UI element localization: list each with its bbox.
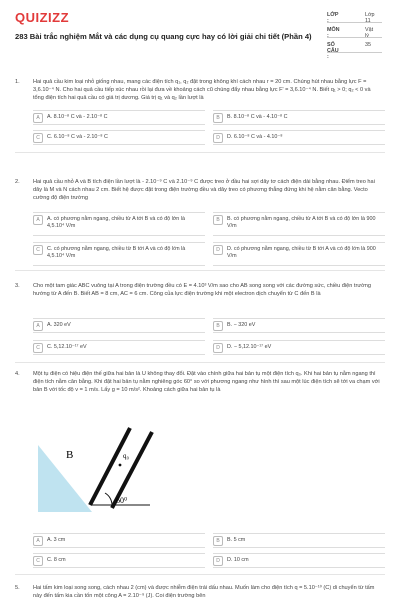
option-text: A. có phương nằm ngang, chiều từ A tới B và có độ lớn là 4,5.10⁴ V/m	[47, 216, 185, 229]
capacitor-diagram	[30, 420, 180, 520]
option-text: A. 3 cm	[47, 537, 66, 543]
option-badge: A	[33, 321, 43, 331]
option-text: D. 6.10⁻⁸ C và - 4.10⁻⁸	[227, 134, 283, 140]
label-angle: 60⁰	[116, 496, 128, 505]
divider	[15, 574, 385, 575]
capacitor-figure	[30, 420, 180, 520]
option-text: C. có phương nằm ngang, chiều từ B tới A và có độ lớn là 4,5.10⁴ V/m	[47, 246, 186, 259]
option-badge: D	[213, 556, 223, 566]
option-badge: D	[213, 133, 223, 143]
option-text: C. 8 cm	[47, 557, 66, 563]
option-a[interactable]	[33, 110, 205, 125]
question-number: 5.	[15, 585, 20, 591]
meta-lop-label: LỚP :	[327, 12, 339, 24]
option-text: B. 5 cm	[227, 537, 246, 543]
page-title: 283 Bài trắc nghiệm Mắt và các dụng cụ quang cực hay có lời giải chi tiết (Phần 4)	[15, 32, 312, 41]
option-c[interactable]	[33, 242, 205, 266]
option-d[interactable]	[213, 553, 385, 568]
option-b[interactable]	[213, 110, 385, 125]
option-a[interactable]	[33, 533, 205, 548]
option-text: B. có phương nằm ngang, chiều từ A tới B và có độ lớn là 900 V/m	[227, 216, 376, 229]
option-text: B. 8.10⁻⁸ C và - 4.10⁻⁸ C	[227, 114, 288, 120]
option-d[interactable]	[213, 242, 385, 266]
option-badge: B	[213, 113, 223, 123]
option-badge: C	[33, 133, 43, 143]
option-badge: C	[33, 343, 43, 353]
label-b: B	[66, 449, 74, 461]
option-badge: B	[213, 321, 223, 331]
option-badge: C	[33, 245, 43, 255]
quizizz-logo[interactable]	[15, 10, 69, 25]
angle-arc	[105, 493, 112, 505]
option-text: A. 8.10⁻⁸ C và - 2.10⁻⁸ C	[47, 114, 108, 120]
question-text: Hai quả cầu kim loại nhỏ giống nhau, mang các điện tích q₁, q₂ đặt trong không khí cách nhau r = 20 cm. Chúng hút nhau bằng lực F = 3,6.10⁻⁴ N. Cho hai quả cầu tiếp xúc nhau rồi lại đưa về khoảng cách cũ chúng đẩy nhau bằng lực F' = 3,6.10⁻⁴ N. Biết q₁ > 0; q₂ < 0 và tổng điện tích hai quả cầu có giá trị dương. Giá trị q₁ và q₂ lần lượt là	[33, 79, 371, 101]
option-text: B. − 320 eV	[227, 322, 256, 328]
option-c[interactable]	[33, 130, 205, 145]
option-text: A. 320 eV	[47, 322, 71, 328]
option-badge: C	[33, 556, 43, 566]
logo-text: QUIZIZZ	[15, 10, 70, 25]
question-number: 1.	[15, 79, 20, 85]
option-d[interactable]	[213, 340, 385, 355]
option-badge: D	[213, 245, 223, 255]
meta-lop-value: Lớp 11	[365, 12, 375, 24]
option-badge: B	[213, 215, 223, 225]
question-number: 4.	[15, 371, 20, 377]
option-badge: A	[33, 113, 43, 123]
question-text: Hai quả cầu nhỏ A và B tích điện lần lượt là - 2.10⁻⁹ C và 2.10⁻⁹ C được treo ở đầu hai sợi dây tơ cách điện dài bằng nhau. Điểm treo hai dây là M và N cách nhau 2 cm. Biết hệ được đặt trong điện trường đều và dây treo có phương thẳng đứng khi hệ nằm cân bằng. Vecto cường độ điện trường	[33, 179, 375, 201]
question-number: 2.	[15, 179, 20, 185]
meta-mon-label: MÔN :	[327, 27, 340, 39]
divider	[15, 152, 385, 153]
option-text: C. 6.10⁻⁸ C và - 2.10⁻⁸ C	[47, 134, 108, 140]
option-b[interactable]	[213, 212, 385, 236]
option-a[interactable]	[33, 318, 205, 333]
option-b[interactable]	[213, 318, 385, 333]
meta-socau-value: 35	[365, 42, 371, 48]
plate-b	[90, 428, 130, 505]
meta-socau-label: SỐ CÂU :	[327, 42, 339, 60]
option-b[interactable]	[213, 533, 385, 548]
option-c[interactable]	[33, 553, 205, 568]
option-badge: A	[33, 215, 43, 225]
question-text: Hai tấm kim loại song song, cách nhau 2 (cm) và được nhiễm điện trái dấu nhau. Muốn làm cho điện tích q = 5.10⁻¹⁰ (C) di chuyển từ tấm này đến tấm kia cần tốn một công A = 2.10⁻⁹ (J). Coi điện trường bên	[33, 585, 375, 599]
charge-dot	[119, 464, 122, 467]
option-text: C. 5,12.10⁻¹⁷ eV	[47, 344, 87, 350]
meta-mon-value: Vật lý	[365, 27, 374, 39]
option-c[interactable]	[33, 340, 205, 355]
question-text: Cho một tam giác ABC vuông tại A trong điện trường đều có E = 4.10³ V/m sao cho AB song song với các đường sức, chiều điện trường hướng từ A đến B. Biết AB = 8 cm, AC = 6 cm. Công của lực điện trường khi một electron dịch chuyển từ C đến B là	[33, 283, 371, 297]
question-5	[15, 584, 387, 600]
option-badge: D	[213, 343, 223, 353]
option-d[interactable]	[213, 130, 385, 145]
header	[0, 0, 400, 60]
label-q0: q₀	[123, 452, 129, 460]
inclined-area	[38, 445, 92, 512]
divider	[15, 270, 385, 271]
divider	[15, 362, 385, 363]
option-badge: A	[33, 536, 43, 546]
option-badge: B	[213, 536, 223, 546]
option-text: D. − 5,12.10⁻¹⁷ eV	[227, 344, 272, 350]
option-text: D. 10 cm	[227, 557, 249, 563]
option-a[interactable]	[33, 212, 205, 236]
option-text: D. có phương nằm ngang, chiều từ B tới A và có độ lớn là 900 V/m	[227, 246, 376, 259]
question-text: Một tụ điện có hiệu điện thế giữa hai bản là U không thay đổi. Đặt vào chính giữa hai bản tụ một điện tích q₀. Khi hai bản tụ nằm ngang thì điện tích nằm cân bằng. Khi đặt hai bản tụ nằm nghiêng góc 60° so với phương ngang như hình thì sau một lúc điện tích sẽ tới va chạm với bản B với tốc độ v = 1 m/s. Lấy g = 10 m/s². Khoảng cách giữa hai bản tụ là	[33, 371, 380, 393]
question-number: 3.	[15, 283, 20, 289]
